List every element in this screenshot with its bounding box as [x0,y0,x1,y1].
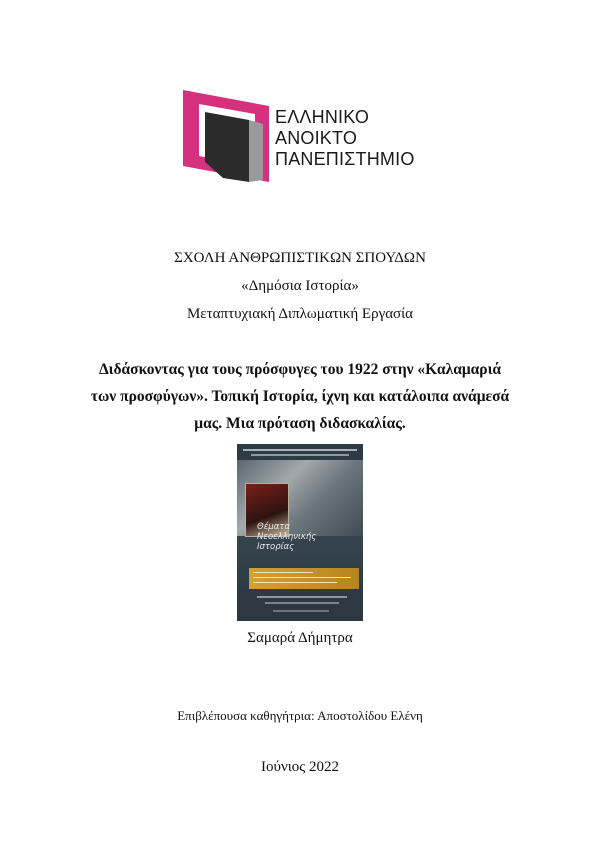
submission-date: Ιούνιος 2022 [261,759,339,775]
school-name: ΣΧΟΛΗ ΑΝΘΡΩΠΙΣΤΙΚΩΝ ΣΠΟΥΔΩΝ [174,250,426,266]
supervisor: Επιβλέπουσα καθηγήτρια: Αποστολίδου Ελένη [177,708,423,723]
program-name: «Δημόσια Ιστορία» [241,278,359,294]
cover-header-line [243,449,357,451]
cover-gold-band [249,568,359,589]
cover-title-line-2: Νεοελληνικής [257,532,317,542]
logo-line-3: ΠΑΝΕΠΙΣΤΗΜΙΟ [275,149,415,169]
eap-logo-icon [183,90,273,182]
author-name: Σαμαρά Δήμητρα [247,630,353,646]
cover-title-line-1: Θέματα [257,522,291,532]
cover-band-line [253,582,337,583]
cover-title [257,522,357,552]
logo-line-1: ΕΛΛΗΝΙΚΟ [275,107,370,127]
university-logo [183,90,423,182]
cover-footer-line [265,602,339,604]
logo-line-2: ΑΝΟΙΚΤΟ [275,128,358,148]
cover-footer-line [273,610,329,612]
book-cover-image [237,444,363,621]
cover-header-line [251,454,349,456]
thesis-title: Διδάσκοντας για τους πρόσφυγες του 1922 στην «Καλαμαριά των προσφύγων». Τοπική Ιστορία, ίχνη και κατάλοιπα ανάμεσά μας. Μια πρόταση διδασκαλίας. [90,361,510,432]
logo-wordmark [275,107,415,170]
thesis-type: Μεταπτυχιακή Διπλωματική Εργασία [186,306,414,322]
cover-title-line-3: Ιστορίας [257,542,295,552]
cover-band-line [253,577,351,578]
cover-footer-line [257,596,347,598]
cover-band-line [253,572,313,573]
